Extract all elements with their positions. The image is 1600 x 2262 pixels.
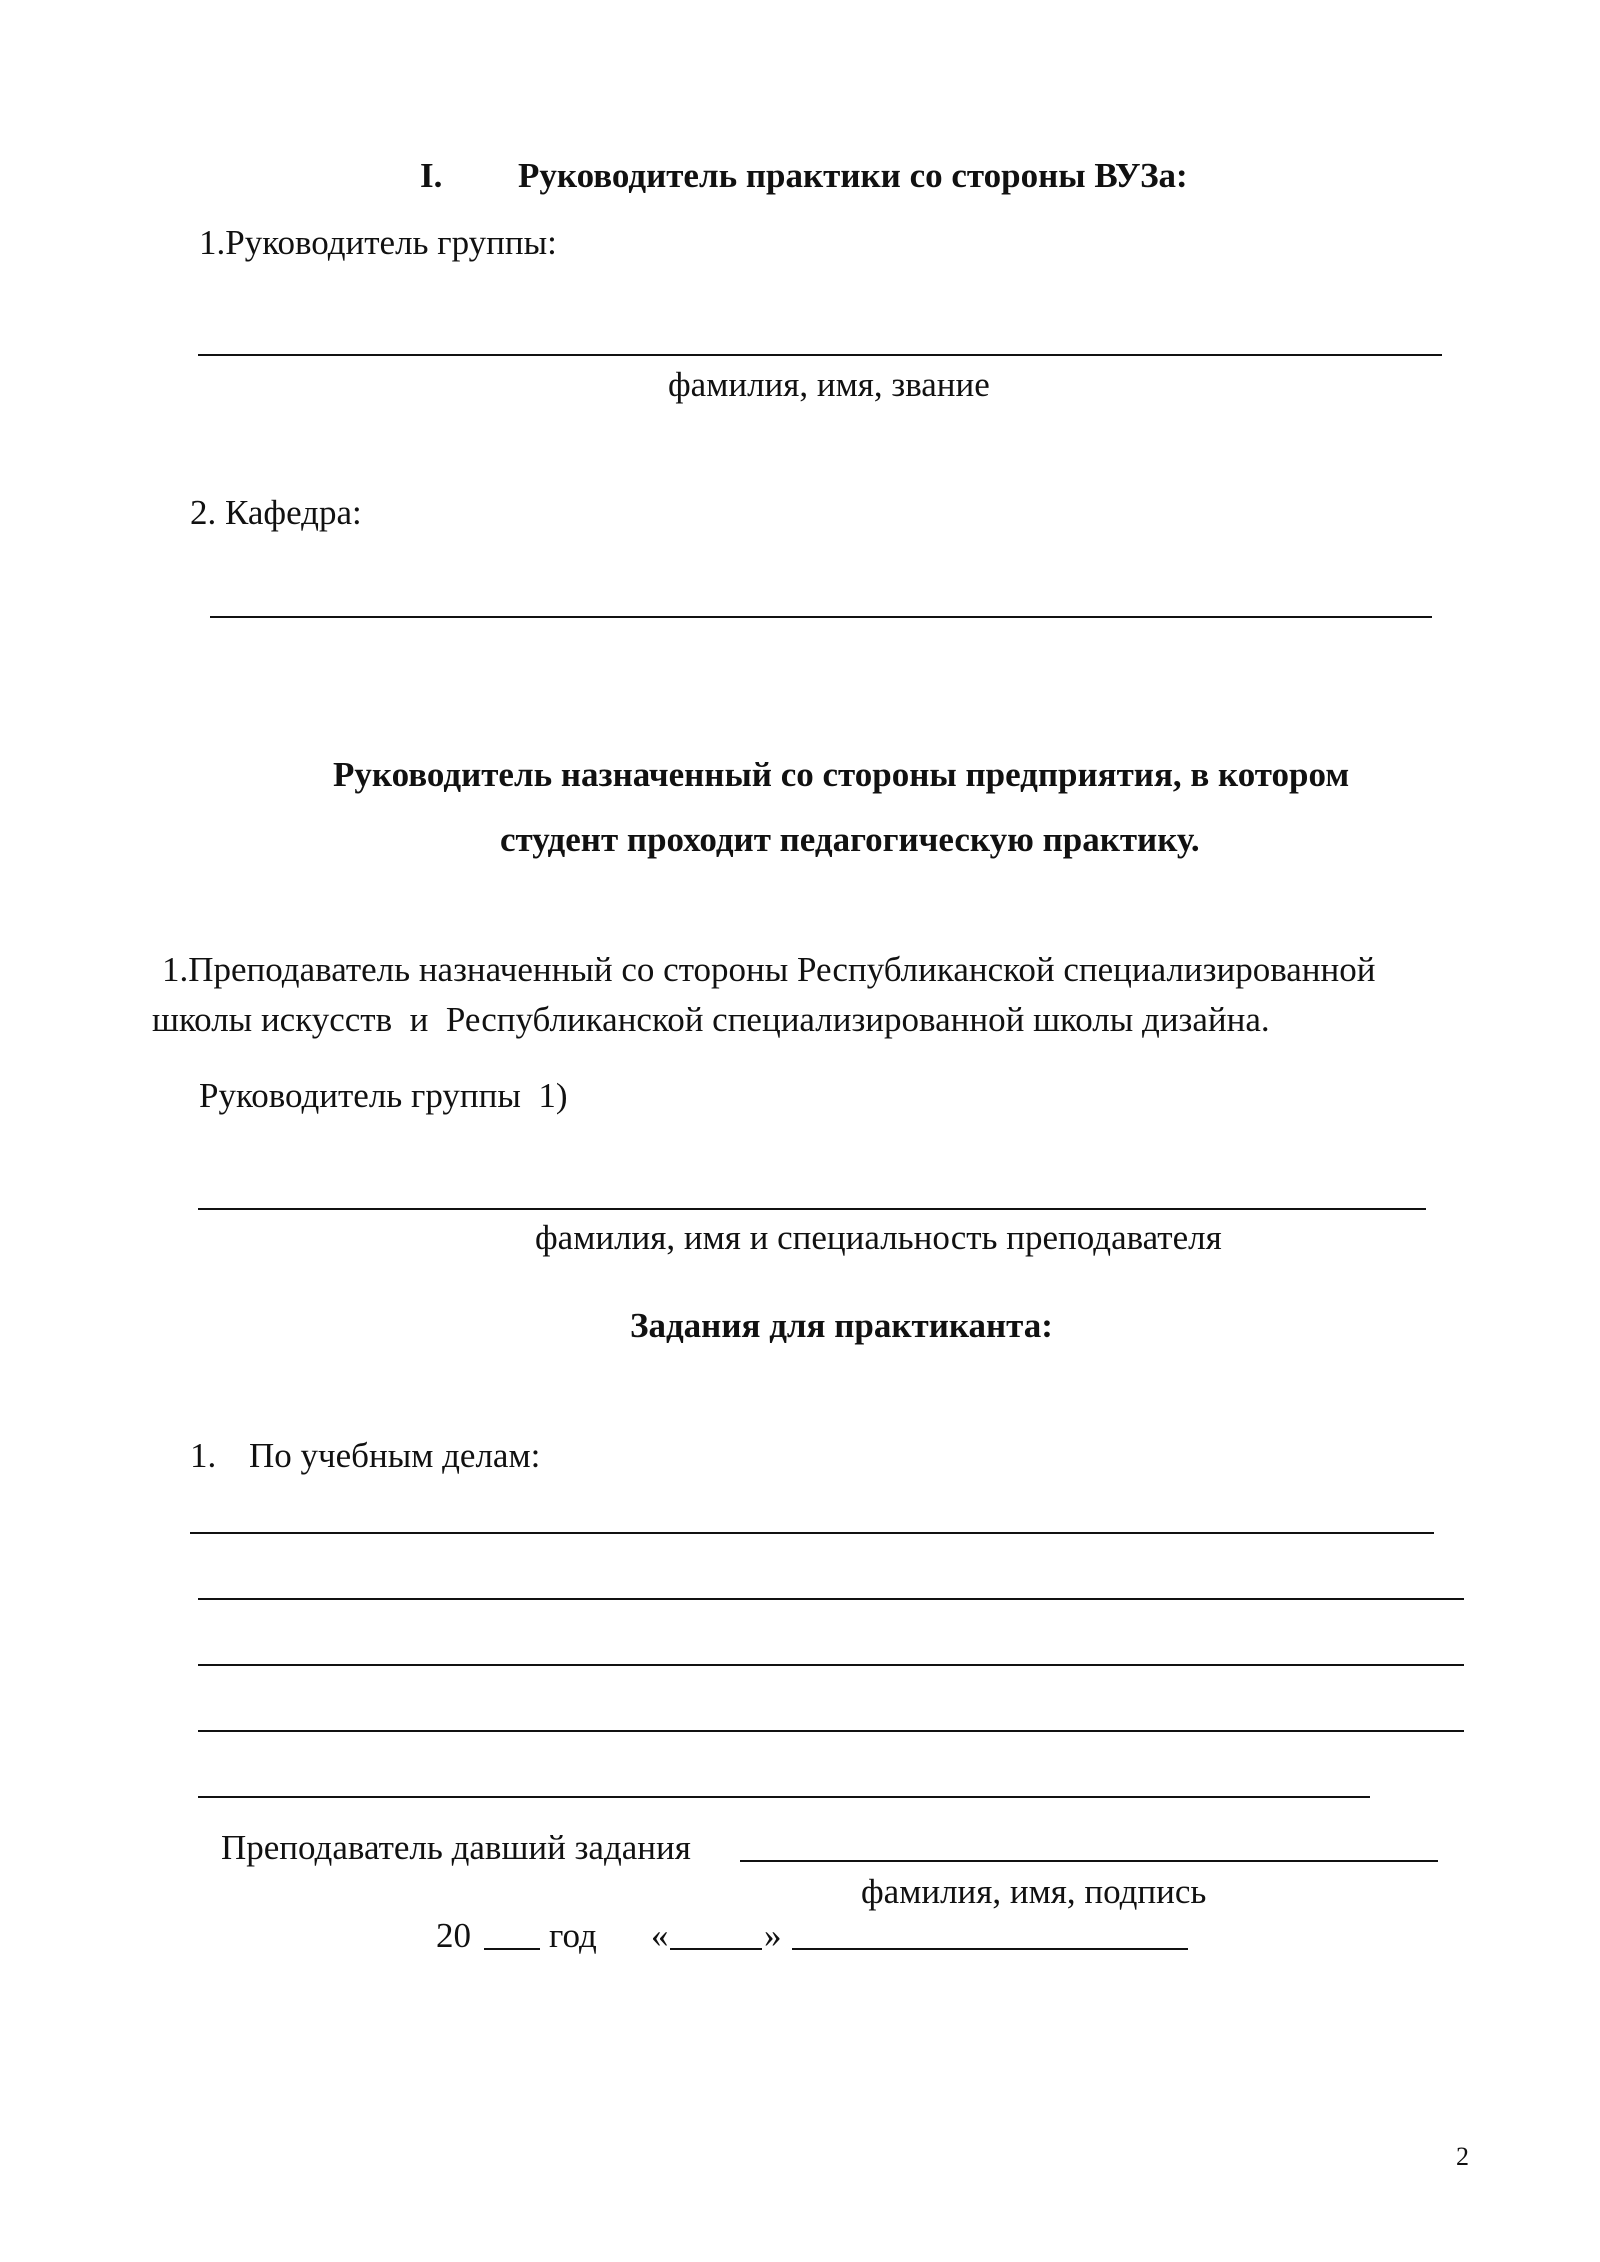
tasks-line[interactable] (190, 1532, 1434, 1534)
date-year-prefix: 20 (436, 1916, 471, 1955)
tasks-item-number: 1. (190, 1436, 217, 1475)
tasks-line[interactable] (198, 1730, 1464, 1732)
date-open-quote: « (651, 1916, 669, 1955)
date-close-quote: » (764, 1916, 782, 1955)
assigning-teacher-label: Преподаватель давший задания (221, 1828, 691, 1867)
group-leader-enterprise-label: Руководитель группы 1) (199, 1076, 568, 1115)
date-day-blank[interactable] (670, 1948, 762, 1950)
group-leader-caption: фамилия, имя, звание (668, 365, 990, 404)
section-title: Руководитель практики со стороны ВУЗа: (518, 156, 1188, 195)
group-leader-label: 1.Руководитель группы: (199, 223, 557, 262)
date-year-blank[interactable] (484, 1948, 540, 1950)
assigning-teacher-caption: фамилия, имя, подпись (861, 1872, 1207, 1911)
tasks-line[interactable] (198, 1664, 1464, 1666)
tasks-heading: Задания для практиканта: (630, 1306, 1053, 1345)
tasks-line[interactable] (198, 1598, 1464, 1600)
date-year-word: год (549, 1916, 597, 1955)
enterprise-heading-line2: студент проходит педагогическую практику. (500, 820, 1200, 859)
page-number: 2 (1456, 2142, 1469, 2171)
department-line[interactable] (210, 616, 1432, 618)
teacher-name-line[interactable] (198, 1208, 1426, 1210)
enterprise-heading-line1: Руководитель назначенный со стороны предприятия, в котором (333, 755, 1350, 794)
group-leader-line[interactable] (198, 354, 1442, 356)
tasks-line[interactable] (198, 1796, 1370, 1798)
assigning-teacher-line[interactable] (740, 1860, 1438, 1862)
section-roman-numeral: I. (420, 156, 443, 195)
tasks-item-label: По учебным делам: (249, 1436, 541, 1475)
department-label: 2. Кафедра: (190, 493, 362, 532)
teacher-paragraph-line2: школы искусств и Республиканской специализированной школы дизайна. (152, 1000, 1270, 1039)
teacher-name-caption: фамилия, имя и специальность преподавателя (535, 1218, 1222, 1257)
teacher-paragraph-line1: 1.Преподаватель назначенный со стороны Республиканской специализированной (162, 950, 1376, 989)
date-month-blank[interactable] (792, 1948, 1188, 1950)
